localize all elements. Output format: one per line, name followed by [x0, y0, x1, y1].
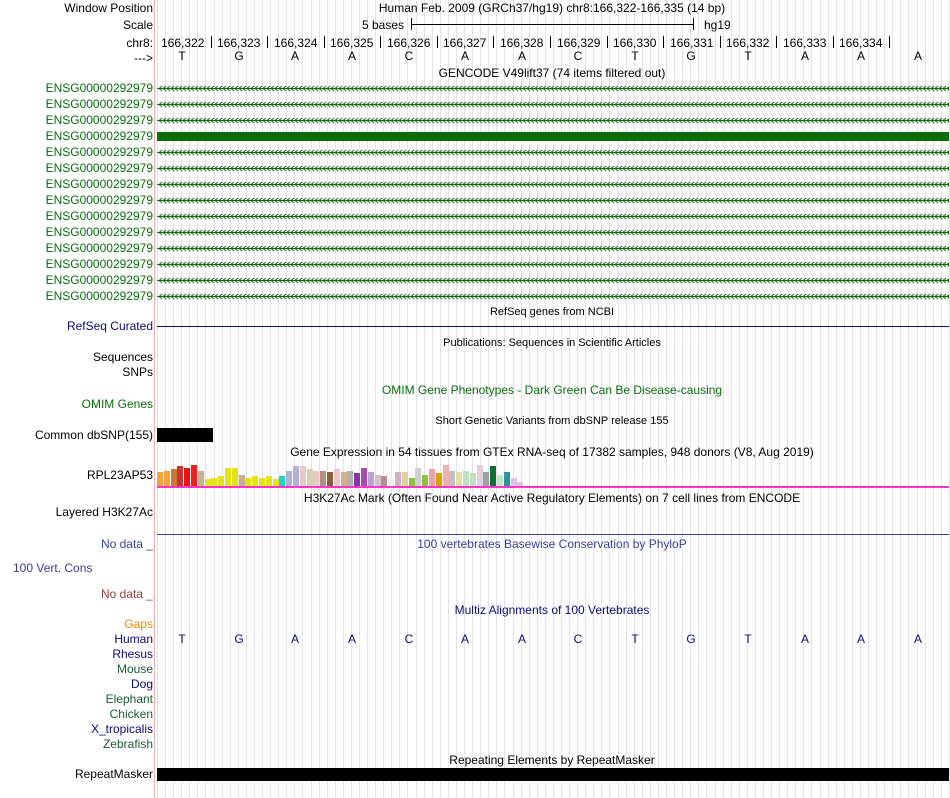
gtex-tissue-bar[interactable] [225, 468, 231, 486]
gencode-gene-label[interactable]: ENSG00000292979 [45, 273, 153, 287]
gtex-tissue-bar[interactable] [415, 468, 421, 486]
base-letter: A [290, 49, 299, 63]
gtex-tissue-bar[interactable] [327, 472, 333, 486]
publications-sequences-label[interactable]: Sequences [92, 350, 153, 364]
base-letter: A [800, 49, 809, 63]
gencode-gene-feature[interactable] [157, 196, 949, 205]
gencode-gene-label[interactable]: ENSG00000292979 [45, 257, 153, 271]
gtex-tissue-bar[interactable] [381, 476, 387, 486]
base-letter: C [404, 49, 414, 63]
gtex-tissue-bar[interactable] [395, 472, 401, 486]
scale-label: Scale [122, 18, 153, 32]
base-letter: T [631, 49, 639, 63]
position-label: 166,333 [783, 36, 827, 50]
repeatmasker-feature[interactable] [157, 768, 949, 781]
gtex-tissue-bar[interactable] [483, 472, 489, 486]
gtex-baseline [157, 486, 949, 488]
gencode-gene-label[interactable]: ENSG00000292979 [45, 129, 153, 143]
window-position-label: Window Position [64, 1, 153, 15]
gencode-gene-feature[interactable] [157, 180, 949, 189]
repeatmasker-label[interactable]: RepeatMasker [74, 767, 153, 781]
base-letter: T [744, 49, 752, 63]
gtex-title[interactable]: Gene Expression in 54 tissues from GTEx RNA-seq of 17382 samples, 948 donors (V8, Aug 2019) [290, 445, 814, 459]
gtex-tissue-bar[interactable] [218, 476, 224, 486]
gtex-tissue-bar[interactable] [279, 476, 285, 486]
gencode-gene-feature[interactable] [157, 84, 949, 93]
gencode-gene-feature[interactable] [157, 244, 949, 253]
position-label: 166,324 [274, 36, 318, 50]
base-letter: G [686, 632, 696, 646]
refseq-feature-line[interactable] [157, 326, 949, 327]
label-separator [154, 0, 155, 798]
gtex-tissue-bar[interactable] [293, 466, 299, 486]
base-letter: G [234, 49, 244, 63]
gencode-gene-label[interactable]: ENSG00000292979 [45, 145, 153, 159]
gencode-gene-feature[interactable] [157, 228, 949, 237]
gencode-title[interactable]: GENCODE V49lift37 (74 items filtered out) [438, 66, 666, 80]
position-tick [380, 36, 381, 48]
base-letter: A [856, 49, 865, 63]
phylop-no-data-label-2: No data _ [100, 587, 153, 601]
base-letter: C [404, 632, 414, 646]
position-tick [211, 36, 212, 48]
gencode-gene-feature[interactable] [157, 212, 949, 221]
multiz-species-label[interactable]: Dog [130, 677, 153, 691]
gencode-gene-label[interactable]: ENSG00000292979 [45, 289, 153, 303]
base-letter: A [856, 632, 865, 646]
base-letter: A [460, 49, 469, 63]
position-label: 166,325 [330, 36, 374, 50]
multiz-species-label[interactable]: Mouse [116, 662, 153, 676]
gtex-tissue-bar[interactable] [313, 471, 319, 486]
gtex-tissue-bar[interactable] [198, 471, 204, 486]
gtex-tissue-bar[interactable] [266, 476, 272, 486]
position-label: 166,329 [557, 36, 601, 50]
base-letter: A [347, 632, 356, 646]
base-letter: A [913, 632, 922, 646]
gencode-gene-feature[interactable] [157, 100, 949, 109]
position-label: 166,330 [613, 36, 657, 50]
gtex-tissue-bar[interactable] [184, 468, 190, 486]
gencode-gene-feature[interactable] [157, 260, 949, 269]
gtex-tissue-bar[interactable] [470, 473, 476, 486]
gtex-bar-chart[interactable] [157, 458, 949, 486]
base-letter: T [178, 49, 186, 63]
gtex-tissue-bar[interactable] [300, 466, 306, 486]
gtex-tissue-bar[interactable] [422, 475, 428, 486]
strand-arrow-label: ---> [134, 51, 153, 65]
dbsnp-label[interactable]: Common dbSNP(155) [34, 428, 153, 442]
multiz-species-label[interactable]: Chicken [109, 707, 153, 721]
base-letter: T [631, 632, 639, 646]
position-tick [550, 36, 551, 48]
base-letter: G [686, 49, 696, 63]
refseq-title[interactable]: RefSeq genes from NCBI [489, 306, 615, 318]
multiz-species-label[interactable]: X_tropicalis [90, 722, 153, 736]
gencode-gene-label[interactable]: ENSG00000292979 [45, 209, 153, 223]
position-tick [889, 36, 890, 48]
base-letter: A [517, 49, 526, 63]
position-label: 166,328 [500, 36, 544, 50]
gtex-tissue-bar[interactable] [354, 473, 360, 486]
gtex-tissue-bar[interactable] [402, 472, 408, 486]
gencode-gene-label[interactable]: ENSG00000292979 [45, 177, 153, 191]
base-letter: T [178, 632, 186, 646]
gencode-gene-label[interactable]: ENSG00000292979 [45, 113, 153, 127]
gencode-gene-feature[interactable] [157, 148, 949, 157]
gencode-gene-feature[interactable] [157, 276, 949, 285]
position-tick [776, 36, 777, 48]
position-label: 166,331 [670, 36, 714, 50]
gtex-tissue-bar[interactable] [490, 466, 496, 486]
gtex-tissue-bar[interactable] [463, 471, 469, 486]
publications-title[interactable]: Publications: Sequences in Scientific Articles [443, 337, 661, 349]
dbsnp-feature[interactable] [157, 428, 213, 442]
gencode-gene-label[interactable]: ENSG00000292979 [45, 225, 153, 239]
gtex-tissue-bar[interactable] [347, 471, 353, 486]
position-tick [833, 36, 834, 48]
gtex-tissue-bar[interactable] [361, 468, 367, 486]
db-label: hg19 [704, 18, 731, 32]
gencode-gene-label[interactable]: ENSG00000292979 [45, 97, 153, 111]
gtex-tissue-bar[interactable] [368, 472, 374, 486]
base-letter: C [573, 632, 583, 646]
position-label: 166,326 [387, 36, 431, 50]
gtex-gene-label[interactable]: RPL23AP53 [86, 468, 153, 482]
position-label: 166,327 [443, 36, 487, 50]
gtex-tissue-bar[interactable] [232, 468, 238, 486]
gtex-tissue-bar[interactable] [252, 476, 258, 486]
multiz-species-label[interactable]: Zebrafish [102, 737, 153, 751]
scale-text: 5 bases [362, 18, 405, 32]
repeatmasker-title[interactable]: Repeating Elements by RepeatMasker [449, 753, 655, 767]
multiz-species-label[interactable]: Human [114, 632, 153, 646]
multiz-species-label[interactable]: Rhesus [112, 647, 153, 661]
gencode-gene-label[interactable]: ENSG00000292979 [45, 161, 153, 175]
phylop-no-data-label: No data _ [100, 537, 153, 551]
position-tick [437, 36, 438, 48]
gtex-tissue-bar[interactable] [286, 471, 292, 486]
gtex-tissue-bar[interactable] [429, 469, 435, 486]
chrom-label: chr8: [126, 36, 153, 50]
scale-bar [411, 18, 694, 30]
gencode-gene-feature[interactable] [157, 132, 949, 141]
gencode-gene-label[interactable]: ENSG00000292979 [45, 81, 153, 95]
gtex-tissue-bar[interactable] [320, 471, 326, 486]
gtex-tissue-bar[interactable] [245, 478, 251, 486]
base-letter: A [800, 632, 809, 646]
base-letter: A [913, 49, 922, 63]
gencode-gene-feature[interactable] [157, 292, 949, 301]
gencode-gene-label[interactable]: ENSG00000292979 [45, 193, 153, 207]
h3k27ac-label[interactable]: Layered H3K27Ac [55, 505, 153, 519]
gtex-tissue-bar[interactable] [177, 466, 183, 486]
position-label: 166,334 [839, 36, 883, 50]
position-tick [324, 36, 325, 48]
position-label: 166,332 [726, 36, 770, 50]
h3k27ac-baseline [157, 534, 949, 535]
dbsnp-title[interactable]: Short Genetic Variants from dbSNP release 155 [435, 415, 669, 427]
base-letter: C [573, 49, 583, 63]
base-letter: T [744, 632, 752, 646]
gencode-gene-label[interactable]: ENSG00000292979 [45, 241, 153, 255]
omim-title[interactable]: OMIM Gene Phenotypes - Dark Green Can Be Disease-causing [381, 383, 723, 397]
gtex-tissue-bar[interactable] [191, 465, 197, 486]
gtex-tissue-bar[interactable] [456, 472, 462, 486]
gencode-gene-feature[interactable] [157, 164, 949, 173]
assembly-info[interactable]: Human Feb. 2009 (GRCh37/hg19) chr8:166,322-166,335 (14 bp) [378, 1, 726, 15]
base-letter: A [347, 49, 356, 63]
gtex-tissue-bar[interactable] [259, 478, 265, 486]
gtex-tissue-bar[interactable] [436, 473, 442, 486]
position-tick [493, 36, 494, 48]
multiz-species-label[interactable]: Elephant [105, 692, 153, 706]
multiz-gaps-label[interactable]: Gaps [124, 617, 153, 631]
gencode-gene-feature[interactable] [157, 116, 949, 125]
publications-snps-label[interactable]: SNPs [122, 365, 153, 379]
gtex-tissue-bar[interactable] [164, 471, 170, 486]
position-label: 166,323 [217, 36, 261, 50]
position-tick [267, 36, 268, 48]
position-tick [720, 36, 721, 48]
base-letter: A [290, 632, 299, 646]
gtex-tissue-bar[interactable] [388, 478, 394, 486]
gtex-tissue-bar[interactable] [157, 472, 163, 486]
gtex-tissue-bar[interactable] [449, 471, 455, 486]
gtex-tissue-bar[interactable] [497, 475, 503, 486]
position-tick [663, 36, 664, 48]
gtex-tissue-bar[interactable] [504, 472, 510, 486]
refseq-label[interactable]: RefSeq Curated [66, 319, 153, 333]
base-letter: G [234, 632, 244, 646]
base-letter: A [460, 632, 469, 646]
multiz-title[interactable]: Multiz Alignments of 100 Vertebrates [454, 603, 650, 617]
position-tick [607, 36, 608, 48]
omim-label[interactable]: OMIM Genes [81, 397, 153, 411]
gtex-tissue-bar[interactable] [334, 469, 340, 486]
base-letter: A [517, 632, 526, 646]
phylop-label[interactable]: 100 Vert. Cons [13, 561, 93, 575]
h3k27ac-title[interactable]: H3K27Ac Mark (Often Found Near Active Regulatory Elements) on 7 cell lines from ENCODE [303, 491, 801, 505]
phylop-title[interactable]: 100 vertebrates Basewise Conservation by PhyloP [417, 537, 687, 551]
gtex-tissue-bar[interactable] [211, 478, 217, 486]
position-label: 166,322 [161, 36, 205, 50]
